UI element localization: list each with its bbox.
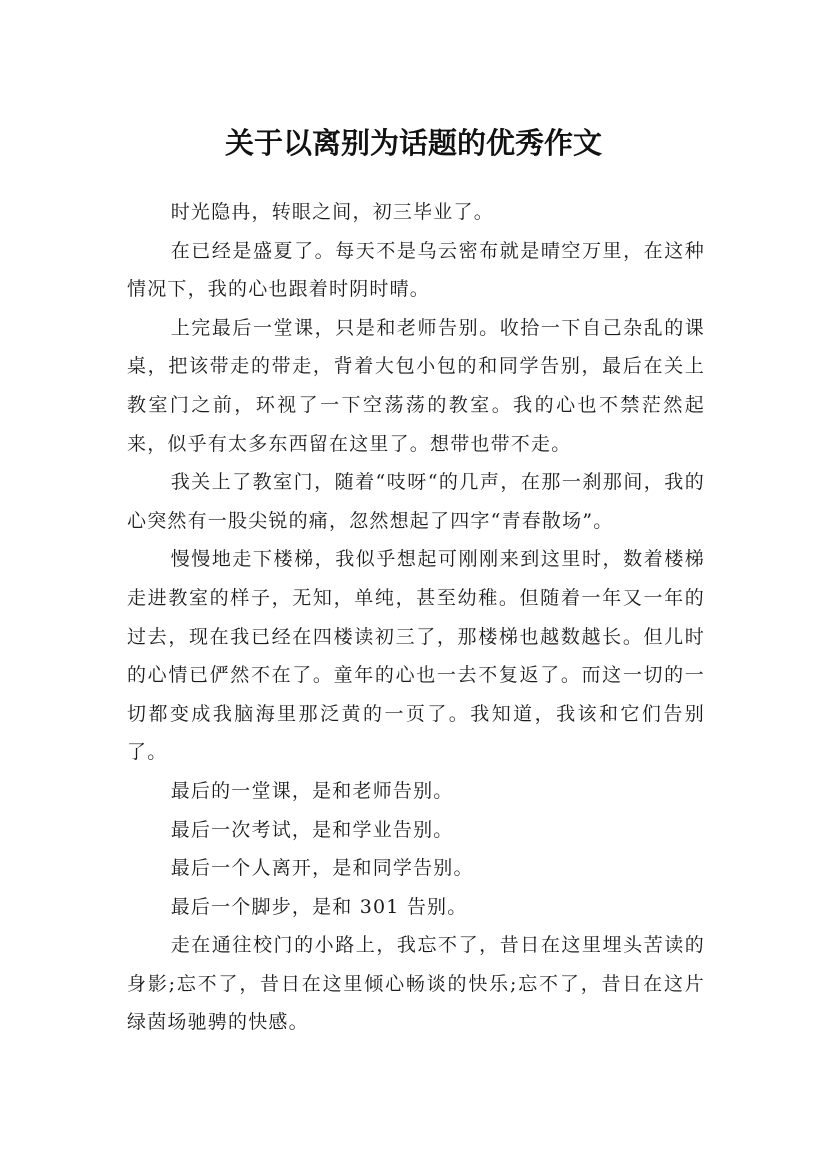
paragraph: 最后一个脚步，是和 301 告别。	[170, 895, 468, 918]
document-body	[127, 193, 705, 1042]
paragraph: 最后的一堂课，是和老师告别。	[170, 779, 454, 802]
paragraph: 慢慢地走下楼梯，我似乎想起可刚刚来到这里时，数着楼梯走进教室的样子，无知，单纯，甚至幼稚。但随着一年又一年的过去，现在我已经在四楼读初三了，那楼梯也越数越长。但儿时的心情已俨然不在了。童年的心也一去不复返了。而这一切的一切都变成我脑海里那泛黄的一页了。我知道，我该和它们告别了。	[127, 548, 705, 764]
paragraph: 上完最后一堂课，只是和老师告别。收拾一下自己杂乱的课桌，把该带走的带走，背着大包小包的和同学告别，最后在关上教室门之前，环视了一下空荡荡的教室。我的心也不禁茫然起来，似乎有太多东西留在这里了。想带也带不走。	[127, 316, 705, 455]
document-title: 关于以离别为话题的优秀作文	[224, 126, 602, 161]
paragraph: 在已经是盛夏了。每天不是乌云密布就是晴空万里，在这种情况下，我的心也跟着时阴时晴。	[127, 239, 705, 301]
paragraph: 走在通往校门的小路上，我忘不了，昔日在这里埋头苦读的身影;忘不了，昔日在这里倾心畅谈的快乐;忘不了，昔日在这片绿茵场驰骋的快感。	[127, 934, 705, 1034]
paragraph: 最后一个人离开，是和同学告别。	[170, 857, 474, 880]
paragraph: 我关上了教室门，随着“吱呀“的几声，在那一刹那间，我的心突然有一股尖锐的痛，忽然想起了四字“青春散场”。	[127, 471, 705, 532]
paragraph: 最后一次考试，是和学业告别。	[170, 818, 454, 841]
paragraph: 时光隐冉，转眼之间，初三毕业了。	[170, 201, 494, 223]
